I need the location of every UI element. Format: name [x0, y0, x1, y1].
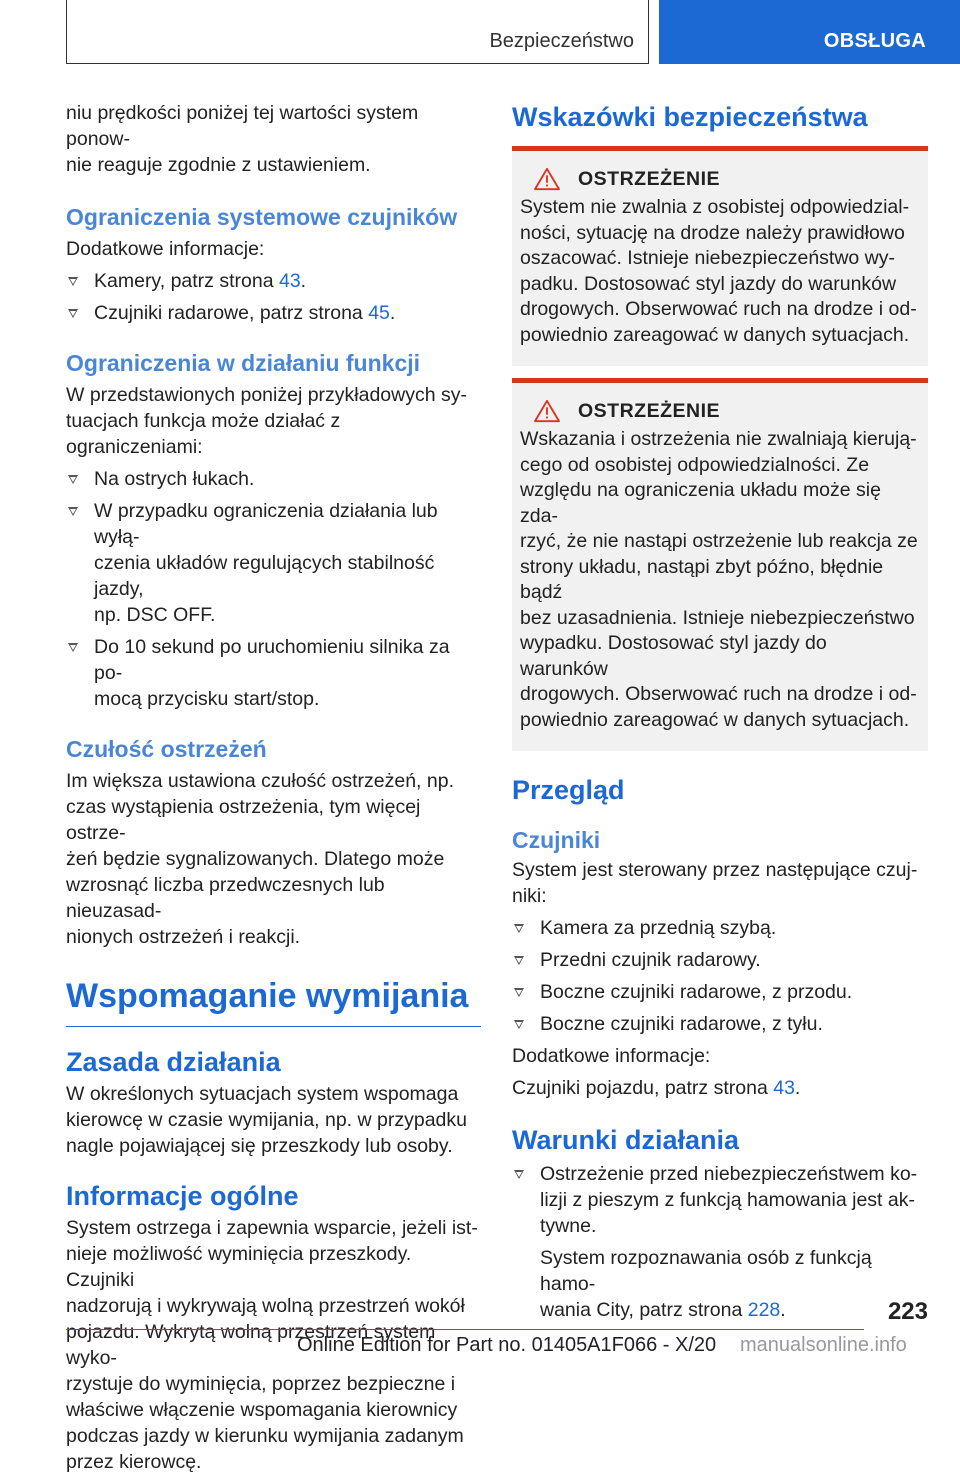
- sensors-list: [512, 915, 928, 1037]
- page-link[interactable]: 43: [278, 270, 301, 292]
- sensors-more-info: Dodatkowe informacje:: [512, 1045, 711, 1067]
- list-item: Kamera za przednią szybą.: [512, 915, 928, 941]
- triangle-bullet-icon: [68, 643, 78, 652]
- heading-sensors: Czujniki: [512, 827, 601, 853]
- list-item: Na ostrych łukach.: [66, 466, 481, 492]
- triangle-bullet-icon: [514, 1020, 524, 1029]
- main-title-evasion-assist: Wspomaganie wymijania: [66, 974, 481, 1027]
- conditions-list: [512, 1161, 928, 1323]
- heading-safety-notes: Wskazówki bezpieczeństwa: [512, 102, 868, 132]
- triangle-bullet-icon: [514, 924, 524, 933]
- header-section-tab: [66, 0, 649, 64]
- function-limits-list: [66, 466, 481, 712]
- warning-header: [520, 399, 918, 423]
- page-link[interactable]: 43: [773, 1077, 795, 1099]
- footer-edition: Online Edition for Part no. 01405A1F066 - X/20: [297, 1334, 717, 1356]
- list-item: Do 10 sekund po uruchomieniu silnika za po- mocą przycisku start/stop.: [66, 634, 481, 712]
- heading-operating-conditions: Warunki działania: [512, 1125, 740, 1155]
- intro-text: niu prędkości poniżej tej wartości system ponow- nie reaguje zgodnie z ustawieniem.: [66, 102, 419, 176]
- triangle-bullet-icon: [68, 309, 78, 318]
- list-item: W przypadku ograniczenia działania lub wyłą- czenia układów regulujących stabilność jazdy, np. DSC OFF.: [66, 498, 481, 628]
- list-item: Boczne czujniki radarowe, z tyłu.: [512, 1011, 928, 1037]
- heading-warning-sensitivity: Czułość ostrzeżeń: [66, 736, 267, 762]
- sensors-text: System jest sterowany przez następujące czuj- niki:: [512, 859, 918, 907]
- warning-title: OSTRZEŻENIE: [578, 167, 721, 190]
- sensor-limits-text: Dodatkowe informacje:: [66, 238, 265, 260]
- triangle-bullet-icon: [68, 507, 78, 516]
- sensors-reference: Czujniki pojazdu, patrz strona 43.: [512, 1077, 801, 1099]
- heading-principle: Zasada działania: [66, 1047, 281, 1077]
- footer-divider: [66, 1329, 864, 1330]
- triangle-bullet-icon: [68, 277, 78, 286]
- heading-sensor-limits: Ograniczenia systemowe czujników: [66, 204, 458, 230]
- warning-text: Wskazania i ostrzeżenia nie zwalniają kierują- cego od osobistej odpowiedzialności. Ze względu na ograniczenia układu może się zda- rzyć, że nie nastąpi ostrzeżenie lub reakcja ze strony układu, nastąpi zbyt późno, błędnie bądź bez uzasadnienia. Istnieje niebezpieczeństwo wypadku. Dostosować styl jazdy do warunków drogowych. Obserwować ruch na drodze i od- powiednio zareagować w danych sytuacjach.: [520, 428, 918, 731]
- triangle-bullet-icon: [514, 1170, 524, 1179]
- function-limits-text: W przedstawionych poniżej przykładowych sy- tuacjach funkcja może działać z ograniczeniami:: [66, 384, 467, 458]
- left-column: [66, 100, 481, 1475]
- header-chapter-tab: [659, 0, 960, 64]
- triangle-bullet-icon: [514, 988, 524, 997]
- warning-text: System nie zwalnia z osobistej odpowiedzial- ności, sytuację na drodze należy prawidłowo oszacować. Istnieje niebezpieczeństwo wy- padku. Dostosować styl jazdy do warunków drogowych. Obserwować ruch na drodze i od- powiednio zareagować w danych sytuacjach.: [520, 196, 917, 346]
- heading-overview: Przegląd: [512, 775, 625, 805]
- triangle-bullet-icon: [68, 475, 78, 484]
- footer-watermark: manualsonline.info: [740, 1334, 907, 1356]
- page-link[interactable]: 228: [747, 1299, 781, 1321]
- conditions-sub-text: System rozpoznawania osób z funkcją hamo- wania City, patrz strona 228.: [540, 1247, 872, 1321]
- warning-title: OSTRZEŻENIE: [578, 399, 721, 422]
- warning-box-2: [512, 378, 928, 751]
- triangle-bullet-icon: [514, 956, 524, 965]
- list-item: Przedni czujnik radarowy.: [512, 947, 928, 973]
- list-item: Ostrzeżenie przed niebezpieczeństwem ko- lizji z pieszym z funkcją hamowania jest ak- tywne. System rozpoznawania osób z funkcją hamo- wania City, patrz strona 228.: [512, 1161, 928, 1323]
- right-column: [512, 100, 928, 1323]
- header-section-title: Bezpieczeństwo: [489, 30, 634, 52]
- warning-sensitivity-text: Im większa ustawiona czułość ostrzeżeń, np. czas wystąpienia ostrzeżenia, tym więcej ostrze- żeń będzie sygnalizowanych. Dlatego może wzrosnąć liczba przedwczesnych lub nieuzasad- nionych ostrzeżeń i reakcji.: [66, 770, 455, 948]
- general-info-text: System ostrzega i zapewnia wsparcie, jeżeli ist- nieje możliwość wyminięcia przeszkody. Czujniki nadzorują i wykrywają wolną przestrzeń wokół pojazdu. Wykrytą wolną przestrzeń system wyko- rzystuje do wyminięcia, poprzez bezpieczne i właściwe włączenie wspomagania kierownicy podczas jazdy w kierunku wymijania zadanym przez kierowcę.: [66, 1217, 478, 1473]
- principle-text: W określonych sytuacjach system wspomaga kierowcę w czasie wymijania, np. w przypadku nagle pojawiającej się przeszkody lub osoby.: [66, 1083, 467, 1157]
- warning-box-1: [512, 146, 928, 366]
- header-chapter-title: OBSŁUGA: [823, 30, 926, 52]
- page-link[interactable]: 45: [368, 302, 390, 324]
- page-number: 223: [887, 1298, 928, 1325]
- sensor-limits-list: [66, 268, 481, 326]
- list-item: Kamery, patrz strona 43.: [66, 268, 481, 294]
- heading-function-limits: Ograniczenia w działaniu funkcji: [66, 350, 421, 376]
- warning-triangle-icon: [532, 399, 562, 423]
- warning-header: [520, 167, 918, 191]
- list-item: Boczne czujniki radarowe, z przodu.: [512, 979, 928, 1005]
- warning-triangle-icon: [532, 167, 562, 191]
- list-item: Czujniki radarowe, patrz strona 45.: [66, 300, 481, 326]
- heading-general-info: Informacje ogólne: [66, 1181, 299, 1211]
